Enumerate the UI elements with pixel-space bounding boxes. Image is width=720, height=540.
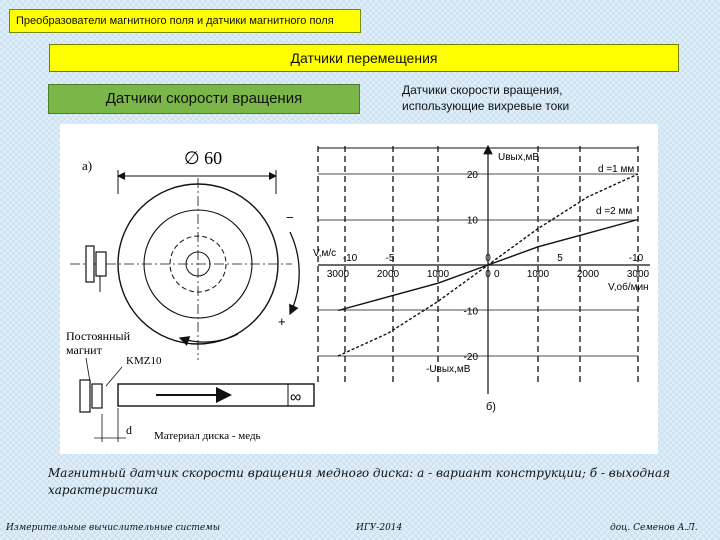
top-banner: Преобразователи магнитного поля и датчики магнитного поля [9, 9, 361, 33]
y-tick-label: 10 [466, 215, 478, 227]
magnet-side [80, 380, 90, 412]
curve-d1-label: d =1 мм [598, 164, 635, 175]
y-tick-label: -10 [463, 306, 478, 318]
y-tick-label: 0 [494, 269, 500, 280]
x-tick-rpm: 3000 [326, 269, 350, 280]
y-tick-label: -20 [463, 352, 478, 363]
magnet-label-2: магнит [66, 343, 102, 357]
footer-year: ИГУ-2014 [356, 523, 403, 533]
x-tick-speed: 0 [485, 253, 491, 264]
x-tick-rpm: 2000 [576, 269, 600, 280]
sensor-label: KMZ10 [126, 355, 162, 367]
output-chart [313, 146, 650, 413]
figure-caption: Магнитный датчик скорости вращения медного диска: а - вариант конструкции; б - выходная характеристика [48, 466, 671, 497]
sensor-body [86, 246, 94, 282]
footer-author: доц. Семенов А.Л. [610, 523, 698, 533]
x-tick-speed: -5 [385, 253, 395, 264]
x-tick-rpm: 1000 [526, 269, 550, 280]
disk-drawing [66, 148, 314, 442]
diameter-label: ∅ 60 [184, 148, 223, 168]
x-tick-speed: -10 [628, 253, 644, 264]
d-label: d [126, 423, 132, 437]
x-tick-rpm: 3000 [626, 269, 650, 280]
x-tick-rpm: 1000 [426, 269, 450, 280]
label-a: а) [82, 158, 93, 173]
y-tick-label: 20 [466, 170, 478, 181]
plus-sign: + [278, 314, 286, 329]
x-tick-speed: -10 [342, 253, 358, 264]
infinity-label: ∞ [290, 389, 302, 406]
material-label: Материал диска - медь [154, 430, 261, 442]
x-tick-rpm: 2000 [376, 269, 400, 280]
v-axis-label: V,м/с [313, 248, 337, 259]
figure-svg [60, 124, 658, 454]
rpm-axis-label: V,об/мин [608, 282, 649, 293]
subsection-eddy-line2: использующие вихревые токи [402, 99, 570, 113]
subsection-rotation-sensors: Датчики скорости вращения [48, 84, 360, 114]
footer-course: Измерительные вычислительные системы [6, 523, 221, 533]
minus-sign: − [286, 210, 294, 225]
y-axis-label-top: Uвых,мВ [498, 152, 540, 163]
x-tick-rpm: 0 [485, 269, 491, 280]
x-tick-speed: 5 [557, 253, 563, 264]
figure-panel [60, 124, 658, 454]
subsection-eddy-current [402, 82, 702, 122]
section-title: Датчики перемещения [49, 44, 679, 72]
label-b: б) [486, 401, 496, 413]
curve-d2-label: d =2 мм [596, 206, 633, 217]
magnet-label-1: Постоянный [66, 329, 130, 343]
y-axis-label-bottom: -Uвых,мВ [426, 364, 471, 375]
subsection-eddy-line1: Датчики скорости вращения, [402, 83, 563, 97]
